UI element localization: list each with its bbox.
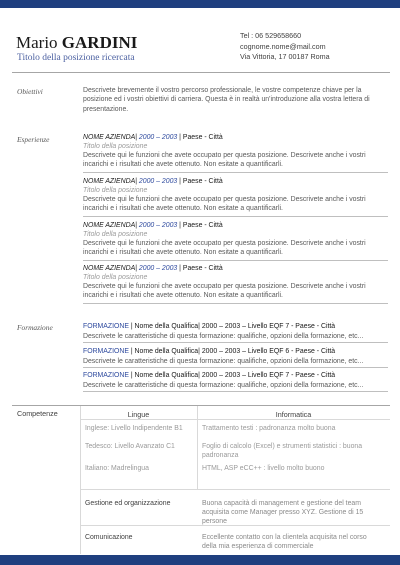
language-item: Tedesco: Livello Avanzato C1 [85,443,175,450]
skills-label: Competenze [17,409,58,418]
company-name: NOME AZIENDA [83,178,136,185]
contact-block [240,31,330,63]
education-divider [83,342,388,343]
job-entry [83,134,388,173]
company-name: NOME AZIENDA [83,134,136,141]
it-item: HTML, ASP eCC++ : livello molto buono [202,465,325,472]
languages-header: Lingue [127,410,150,419]
job-place: | Paese - Città [179,222,223,229]
job-heading [83,134,388,143]
separator: | [135,265,137,272]
job-entry [83,265,388,304]
job-role: Titolo della posizione [83,230,148,238]
job-heading [83,265,388,274]
job-place: | Paese - Città [179,134,223,141]
job-description: Descrivete qui le funzioni che avete occupato per questa posizione. Descrivete anche i vostri incarichi e i risultati che avete ottenuto. Non esitate a quantificarli. [83,239,366,256]
education-prefix: FORMAZIONE [83,323,129,330]
objectives-label: Obiettivi [17,87,43,96]
job-description: Descrivete qui le funzioni che avete occupato per questa posizione. Descrivete anche i vostri incarichi e i risultati che avete ottenuto. Non esitate a quantificarli. [83,151,366,168]
email: cognome.nome@mail.com [240,41,326,51]
candidate-name [16,33,137,53]
bottom-accent-bar [0,555,400,565]
job-entry [83,222,388,261]
education-prefix: FORMAZIONE [83,348,129,355]
job-heading [83,178,388,187]
first-name: Mario [16,33,58,52]
position-title: Titolo della posizione ricercata [17,53,135,63]
job-place: | Paese - Città [179,178,223,185]
job-years: 2000 – 2003 [137,134,180,141]
job-years: 2000 – 2003 [137,222,180,229]
management-label: Gestione ed organizzazione [85,500,171,507]
education-description: Descrivete le caratteristiche di questa formazione: qualifiche, opzioni della formazione, etc... [83,381,364,389]
education-entry [83,322,388,343]
job-years: 2000 – 2003 [137,178,180,185]
education-label: Formazione [17,323,53,332]
education-heading [83,322,388,332]
separator: | [135,134,137,141]
address: Via Vittoria, 17 00187 Roma [240,52,330,61]
job-entry [83,178,388,217]
management-text: Buona capacità di management e gestione del team acquisita come Manager presso XYZ. Gestione di 15 persone [202,500,364,525]
education-description: Descrivete le caratteristiche di questa formazione: qualifiche, opzioni della formazione, etc... [83,357,364,365]
job-place: | Paese - Città [179,265,223,272]
top-accent-bar [0,0,400,8]
it-item: Foglio di calcolo (Excel) e strumenti statistici : buona padronanza [202,443,363,459]
education-heading [83,371,388,381]
education-prefix: FORMAZIONE [83,372,129,379]
education-entry [83,347,388,368]
skills-divider [12,405,390,406]
job-role: Titolo della posizione [83,273,148,281]
header-divider [12,72,390,73]
education-divider [83,367,388,368]
separator: | [135,222,137,229]
it-header: Informatica [275,410,312,419]
skills-row-rule [80,489,390,490]
job-description: Descrivete qui le funzioni che avete occupato per questa posizione. Descrivete anche i vostri incarichi e i risultati che avete ottenuto. Non esitate a quantificarli. [83,195,366,212]
it-item: Trattamento testi : padronanza molto buona [202,425,336,432]
objectives-text: Descrivete brevemente il vostro percorso professionale, le vostre competenze chiave per la posizione ed i vostri obiettivi di carriera. Questa è in realtà un'introduzione alla vostra lettera di presentazione. [83,87,370,113]
company-name: NOME AZIENDA [83,222,136,229]
company-name: NOME AZIENDA [83,265,136,272]
job-divider [83,303,388,304]
job-description: Descrivete qui le funzioni che avete occupato per questa posizione. Descrivete anche i vostri incarichi e i risultati che avete ottenuto. Non esitate a quantificarli. [83,282,366,299]
job-role: Titolo della posizione [83,186,148,194]
education-entry [83,371,388,392]
communication-label: Comunicazione [85,534,133,541]
language-item: Italiano: Madrelingua [85,465,149,472]
job-divider [83,260,388,261]
education-details: | Nome della Qualifica| 2000 – 2003 – Livello EQF 7 - Paese - Città [128,323,336,330]
experience-label: Esperienze [17,135,50,144]
education-details: | Nome della Qualifica| 2000 – 2003 – Livello EQF 7 - Paese - Città [128,372,336,379]
education-divider [83,391,388,392]
job-role: Titolo della posizione [83,142,148,150]
job-years: 2000 – 2003 [137,265,180,272]
education-heading [83,347,388,357]
job-heading [83,222,388,231]
skills-column-divider [80,406,81,554]
job-divider [83,172,388,173]
education-description: Descrivete le caratteristiche di questa formazione: qualifiche, opzioni della formazione, etc... [83,332,364,340]
last-name: GARDINI [61,33,138,52]
communication-text: Eccellente contatto con la clientela acquisita nel corso della mia esperienza di commerciale [202,534,367,550]
job-divider [83,216,388,217]
separator: | [135,178,137,185]
language-item: Inglese: Livello Indipendente B1 [85,425,183,432]
phone: Tel : 06 529658660 [240,31,302,40]
education-details: | Nome della Qualifica| 2000 – 2003 – Livello EQF 6 - Paese - Città [128,348,336,355]
skills-header-rule [80,419,390,420]
